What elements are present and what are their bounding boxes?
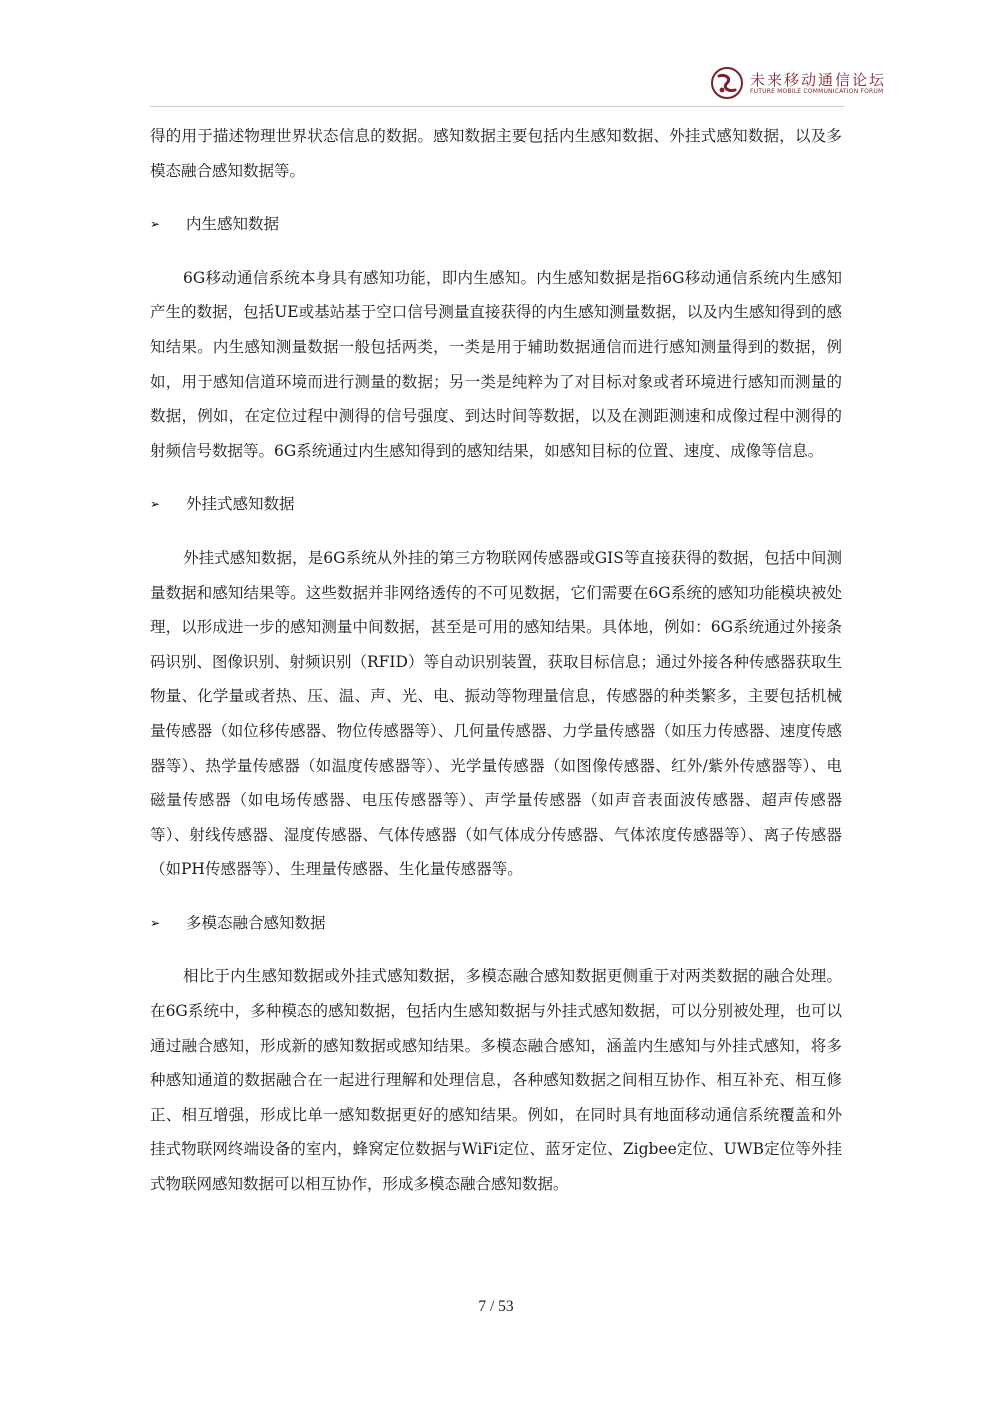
section-paragraph: 6G移动通信系统本身具有感知功能，即内生感知。内生感知数据是指6G移动通信系统内生感知产生的数据，包括UE或基站基于空口信号测量直接获得的内生感知测量数据，以及内生感知得到的感知结果。内生感知测量数据一般包括两类，一类是用于辅助数据通信而进行感知测量得到的数据，例如，用于感知信道环境而进行测量的数据；另一类是纯粹为了对目标对象或者环境进行感知而测量的数据，例如，在定位过程中测得的信号强度、到达时间等数据，以及在测距测速和成像过程中测得的射频信号数据等。6G系统通过内生感知得到的感知结果，如感知目标的位置、速度、成像等信息。 (150, 268, 842, 460)
document-body (150, 119, 842, 1202)
logo-subtitle: FUTURE MOBILE COMMUNICATION FORUM (750, 88, 884, 95)
section-heading-text: 多模态融合感知数据 (186, 913, 326, 932)
section-paragraph: 相比于内生感知数据或外挂式感知数据，多模态融合感知数据更侧重于对两类数据的融合处理。在6G系统中，多种模态的感知数据，包括内生感知数据与外挂式感知数据，可以分别被处理，也可以通过融合感知，形成新的感知数据或感知结果。多模态融合感知，涵盖内生感知与外挂式感知，将多种感知通道的数据融合在一起进行理解和处理信息，各种感知数据之间相互协作、相互补充、相互修正、相互增强，形成比单一感知数据更好的感知结果。例如，在同时具有地面移动通信系统覆盖和外挂式物联网终端设备的室内，蜂窝定位数据与WiFi定位、蓝牙定位、Zigbee定位、UWB定位等外挂式物联网感知数据可以相互协作，形成多模态融合感知数据。 (150, 967, 842, 1194)
logo-name: 未来移动通信论坛 (750, 71, 887, 89)
intro-paragraph: 得的用于描述物理世界状态信息的数据。感知数据主要包括内生感知数据、外挂式感知数据，以及多模态融合感知数据等。 (150, 127, 842, 180)
section-heading (150, 487, 842, 522)
section-heading (150, 906, 842, 941)
page-number: 7 / 53 (478, 1298, 514, 1315)
forum-logo (710, 66, 900, 102)
arrowhead-bullet-icon: ➢ (150, 217, 161, 232)
arrowhead-bullet-icon: ➢ (150, 915, 161, 930)
section-heading (150, 207, 842, 242)
forum-logo-icon (710, 66, 744, 100)
header-divider (150, 106, 844, 107)
section-paragraph: 外挂式感知数据，是6G系统从外挂的第三方物联网传感器或GIS等直接获得的数据，包括中间测量数据和感知结果等。这些数据并非网络透传的不可见数据，它们需要在6G系统的感知功能模块被处理，以形成进一步的感知测量中间数据，甚至是可用的感知结果。具体地，例如：6G系统通过外接条码识别、图像识别、射频识别（RFID）等自动识别装置，获取目标信息；通过外接各种传感器获取生物量、化学量或者热、压、温、声、光、电、振动等物理量信息，传感器的种类繁多，主要包括机械量传感器（如位移传感器、物位传感器等）、几何量传感器、力学量传感器（如压力传感器、速度传感器等）、热学量传感器（如温度传感器等）、光学量传感器（如图像传感器、红外/紫外传感器等）、电磁量传感器（如电场传感器、电压传感器等）、声学量传感器（如声音表面波传感器、超声传感器等）、射线传感器、湿度传感器、气体传感器（如气体成分传感器、气体浓度传感器等）、离子传感器（如PH传感器等）、生理量传感器、生化量传感器等。 (150, 548, 842, 879)
arrowhead-bullet-icon: ➢ (150, 497, 161, 512)
section-heading-text: 内生感知数据 (186, 215, 280, 234)
section-heading-text: 外挂式感知数据 (186, 495, 295, 514)
